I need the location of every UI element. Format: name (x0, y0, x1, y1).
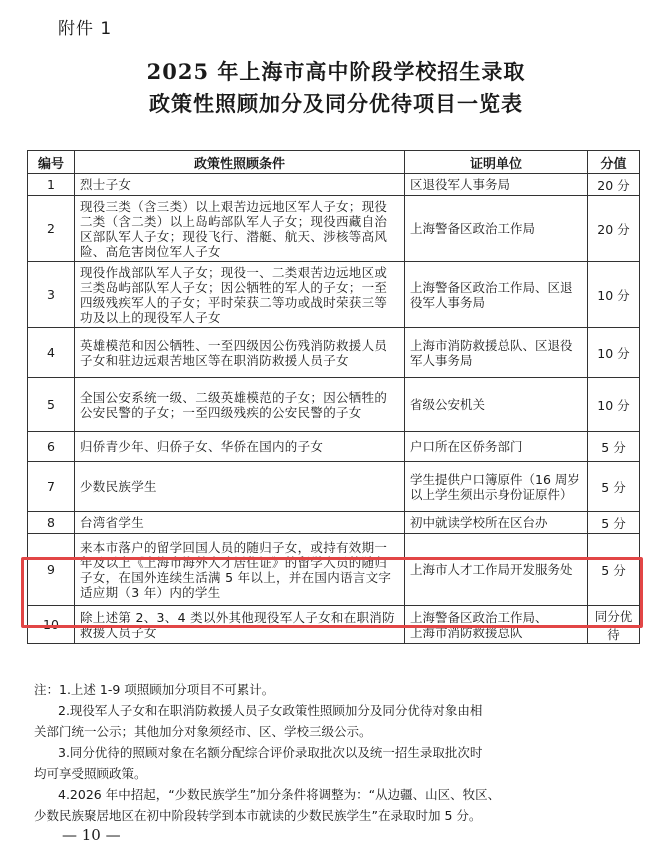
row-condition: 现役三类（含三类）以上艰苦边远地区军人子女；现役二类（含二类）以上岛屿部队军人子女；现役西藏自治区部队军人子女；现役飞行、潜艇、航天、涉核等高风险、高危害岗位军人子女 (75, 196, 405, 262)
row-number: 2 (28, 196, 75, 262)
note-4-line1: 4.2026 年中招起，“少数民族学生”加分条件将调整为：“从边疆、山区、牧区、 (58, 787, 501, 802)
row-condition: 烈士子女 (75, 174, 405, 196)
row-number: 7 (28, 462, 75, 512)
row-condition: 来本市落户的留学回国人员的随归子女，或持有效期一年及以上《上海市海外人才居住证》的留学人员的随归子女，在国外连续生活满 5 年以上，并在国内语言文字适应期（3 年）内的学生 (75, 534, 405, 606)
note-2-line1: 2.现役军人子女和在职消防救援人员子女政策性照顾加分及同分优待对象由相 (58, 703, 483, 718)
row-unit: 省级公安机关 (405, 378, 588, 432)
row-condition: 台湾省学生 (75, 512, 405, 534)
row-number: 10 (28, 606, 75, 644)
row-score: 5 分 (588, 432, 640, 462)
table-row (28, 174, 640, 196)
row-unit: 上海市消防救援总队、区退役军人事务局 (405, 328, 588, 378)
row-unit-line2: 上海市消防救援总队 (410, 624, 523, 640)
table-row (28, 512, 640, 534)
table-row (28, 328, 640, 378)
row-score: 20 分 (588, 174, 640, 196)
row-number: 8 (28, 512, 75, 534)
row-unit: 上海警备区政治工作局 (405, 196, 588, 262)
note-1: 注：1.上述 1-9 项照顾加分项目不可累计。 (34, 682, 275, 697)
note-2-line2: 关部门统一公示；其他加分对象须经市、区、学校三级公示。 (34, 724, 372, 739)
row-condition: 全国公安系统一级、二级英雄模范的子女；因公牺牲的公安民警的子女；一至四级残疾的公安民警的子女 (75, 378, 405, 432)
row-condition: 少数民族学生 (75, 462, 405, 512)
row-condition: 英雄模范和因公牺牲、一至四级因公伤残消防救援人员子女和驻边远艰苦地区等在职消防救援人员子女 (75, 328, 405, 378)
row-condition: 归侨青少年、归侨子女、华侨在国内的子女 (75, 432, 405, 462)
row-unit: 学生提供户口簿原件（16 周岁以上学生须出示身份证原件） (405, 462, 588, 512)
row-unit: 初中就读学校所在区台办 (405, 512, 588, 534)
note-4-line2: 少数民族聚居地区在初中阶段转学到本市就读的少数民族学生”在录取时加 5 分。 (34, 808, 482, 823)
page-title-line2: 政策性照顾加分及同分优待项目一览表 (149, 91, 523, 116)
row-unit: 上海警备区政治工作局、区退役军人事务局 (405, 262, 588, 328)
row-unit-line1: 上海警备区政治工作局、 (410, 609, 548, 625)
highlight-box (21, 557, 643, 628)
table-header-row (28, 151, 640, 174)
row-number: 4 (28, 328, 75, 378)
table-row (28, 378, 640, 432)
column-header-unit: 证明单位 (405, 151, 588, 174)
row-score: 20 分 (588, 196, 640, 262)
row-score: 10 分 (588, 378, 640, 432)
row-number: 1 (28, 174, 75, 196)
page-title-line1: 2025 年上海市高中阶段学校招生录取 (146, 59, 526, 84)
row-number: 3 (28, 262, 75, 328)
column-header-score: 分值 (588, 151, 640, 174)
table-row (28, 432, 640, 462)
row-condition: 现役作战部队军人子女；现役一、二类艰苦边远地区或三类岛屿部队军人子女；因公牺牲的军人的子女；一至四级残疾军人的子女；平时荣获二等功或战时荣获三等功及以上的现役军人子女 (75, 262, 405, 328)
row-score: 5 分 (588, 534, 640, 606)
row-score: 5 分 (588, 512, 640, 534)
row-unit: 上海市人才工作局开发服务处 (405, 534, 588, 606)
row-number: 6 (28, 432, 75, 462)
row-unit: 户口所在区侨务部门 (405, 432, 588, 462)
table-row (28, 462, 640, 512)
row-score: 10 分 (588, 262, 640, 328)
row-number: 5 (28, 378, 75, 432)
row-number: 9 (28, 534, 75, 606)
table-row (28, 262, 640, 328)
row-condition: 除上述第 2、3、4 类以外其他现役军人子女和在职消防救援人员子女 (75, 606, 405, 644)
note-3-line1: 3.同分优待的照顾对象在名额分配综合评价录取批次以及统一招生录取批次时 (58, 745, 483, 760)
row-unit: 区退役军人事务局 (405, 174, 588, 196)
column-header-condition: 政策性照顾条件 (75, 151, 405, 174)
attachment-label: 附件 1 (58, 19, 113, 39)
row-score: 5 分 (588, 462, 640, 512)
column-header-number: 编号 (28, 151, 75, 174)
table-row (28, 196, 640, 262)
row-score: 10 分 (588, 328, 640, 378)
page-number: — 10 — (62, 826, 121, 844)
note-3-line2: 均可享受照顾政策。 (34, 766, 147, 781)
row-score: 同分优待 (588, 606, 640, 644)
